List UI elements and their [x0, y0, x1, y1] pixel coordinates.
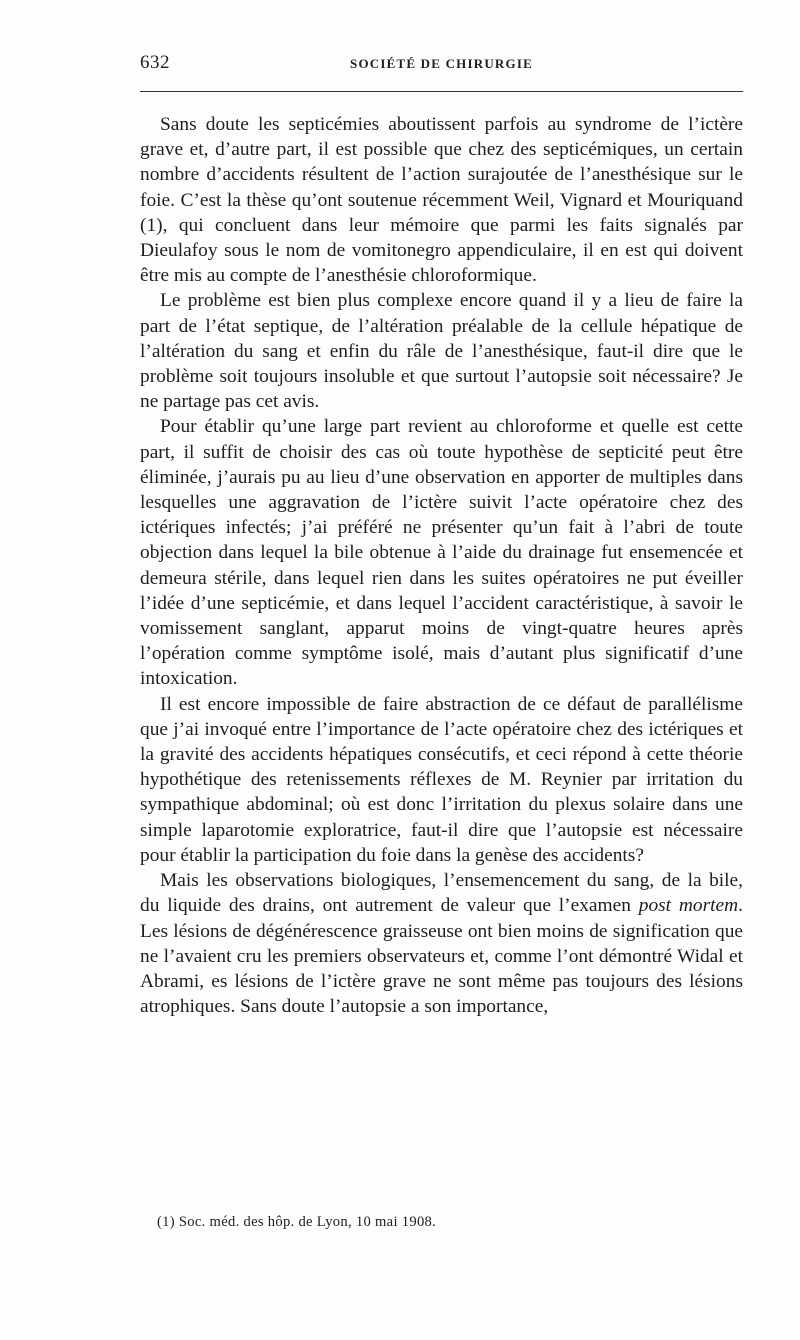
paragraph-1: Sans doute les septicémies aboutissent parfois au syndrome de l’ictère grave et, d’autre part, il est possible que chez des septicémiques, un certain nombre d’accidents résultent de l’action surajoutée de l’anesthésique sur le foie. C’est la thèse qu’ont soutenue récemment Weil, Vignard et Mouriquand (1), qui concluent dans leur mémoire que parmi les faits signalés par Dieulafoy sous le nom de vomitonegro appendiculaire, il en est qui doivent être mis au compte de l’anesthésie chloroformique. [140, 114, 743, 287]
paragraph-5-part-1: Mais les observations biologiques, l’ensemencement du sang, de la bile, du liquide des drains, ont autrement de valeur que l’examen [140, 870, 743, 917]
paragraph-3: Pour établir qu’une large part revient au chloroforme et quelle est cette part, il suffit de choisir des cas où toute hypothèse de septicité peut être éliminée, j’aurais pu au lieu d’une observation en apporter de multiples dans lesquelles une aggravation de l’ictère suivit l’acte opératoire chez des ictériques infectés; j’ai préféré ne présenter qu’un fait à l’abri de toute objection dans lequel la bile obtenue à l’aide du drainage fut ensemencée et demeura stérile, dans lequel rien dans les suites opératoires ne put éveiller l’idée d’une septicémie, et dans lequel l’accident caractéristique, à savoir le vomissement sanglant, apparut moins de vingt-quatre heures après l’opération comme symptôme isolé, mais d’autant plus significatif d’une intoxication. [140, 416, 743, 690]
paragraph-2: Le problème est bien plus complexe encore quand il y a lieu de faire la part de l’état septique, de l’altération préalable de la cellule hépatique de l’altération du sang et enfin du râle de l’anesthésique, faut-il dire que le problème soit toujours insoluble et que surtout l’autopsie soit nécessaire? Je ne partage pas cet avis. [140, 290, 743, 413]
header-rule [140, 91, 743, 92]
body-text [140, 112, 743, 1019]
footnote: (1) Soc. méd. des hôp. de Lyon, 10 mai 1908. [157, 1214, 437, 1230]
page-number: 632 [140, 52, 170, 73]
paragraph-4: Il est encore impossible de faire abstraction de ce défaut de parallélisme que j’ai invoqué entre l’importance de l’acte opératoire chez des ictériques et la gravité des accidents hépatiques consécutifs, et ceci répond à cette théorie hypothétique des retenissements réflexes de M. Reynier par irritation du sympathique abdominal; où est donc l’irritation du plexus solaire dans une simple laparotomie exploratrice, faut-il dire que l’autopsie est nécessaire pour établir la participation du foie dans la genèse des accidents? [140, 693, 743, 866]
paragraph-5-part-2: . Les lésions de dégénérescence graisseuse ont bien moins de signification que ne l’avaient cru les premiers observateurs et, comme l’ont démontré Widal et Abrami, es lésions de l’ictère grave ne sont même pas toujours des lésions atrophiques. Sans doute l’autopsie a son importance, [140, 895, 743, 1018]
latin-phrase: post mortem [638, 895, 739, 917]
footnote-area [140, 1212, 743, 1232]
paragraph-5 [140, 868, 743, 1019]
page-header [140, 52, 743, 82]
running-head: SOCIÉTÉ DE CHIRURGIE [350, 56, 533, 71]
